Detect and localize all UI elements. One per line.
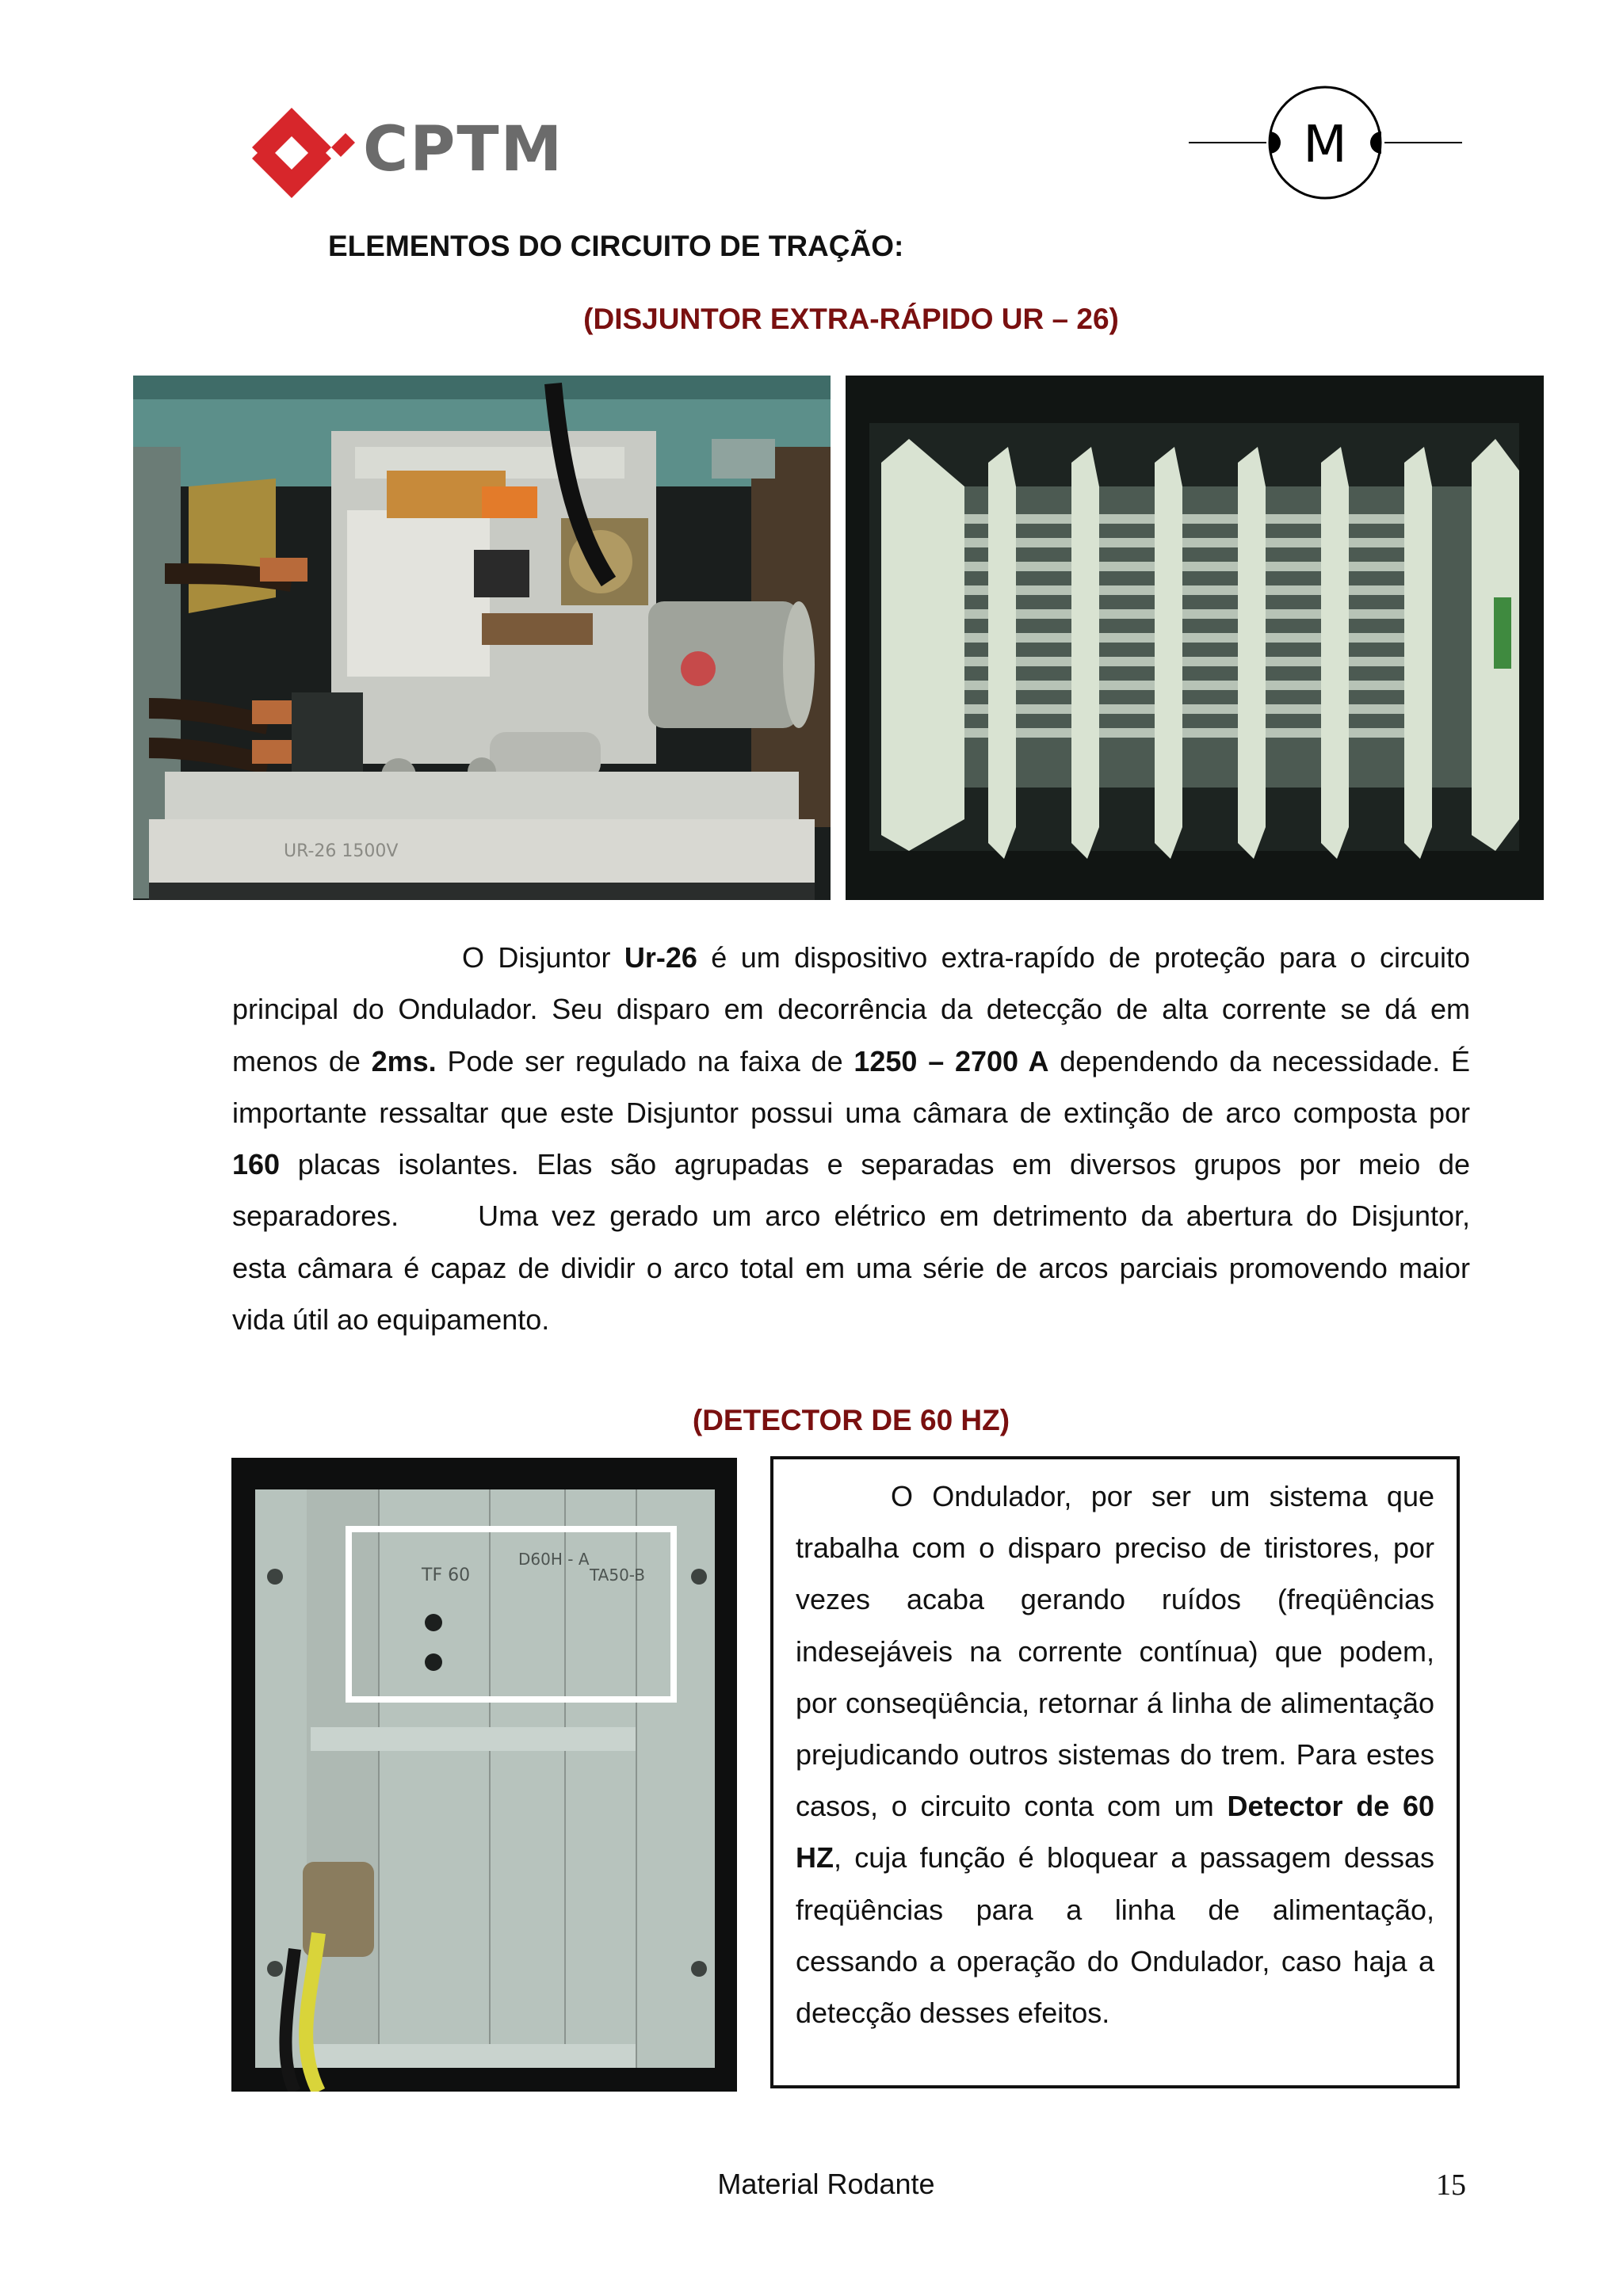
breaker-photo	[133, 376, 831, 900]
breaker-text-part: placas isolantes. Elas são agrupadas e separadas em diversos grupos por meio de separadores.	[232, 1148, 1470, 1233]
breaker-description	[232, 932, 1470, 1345]
detector-text-part: O Ondulador, por ser um sistema que trabalha com o disparo preciso de tiristores, por vezes acaba gerando ruídos (freqüências indesejáveis na corrente contínua) que podem, por conseqüência, retornar á linha de alimentação prejudicando outros sistemas do trem. Para estes casos, o circuito conta com um	[796, 1480, 1434, 1823]
detector-photo	[231, 1458, 737, 2092]
breaker-text-part: é um dispositivo extra-rapído de proteção para o circuito principal do Ondulador. Seu disparo em decorrência da detecção de alta corrente se dá em menos de	[232, 941, 1470, 1077]
arc-chamber-photo	[846, 376, 1544, 900]
breaker-text-part: Pode ser regulado na faixa de	[436, 1044, 854, 1077]
detector-text-box	[770, 1456, 1460, 2088]
breaker-text-part: dependendo da necessidade. É importante ressaltar que este Disjuntor possui uma câmara de extinção de arco composta por	[232, 1044, 1470, 1129]
section-title: ELEMENTOS DO CIRCUITO DE TRAÇÃO:	[328, 230, 904, 262]
breaker-text-part: O Disjuntor	[462, 941, 624, 974]
logo-text: CPTM	[363, 114, 564, 185]
motor-letter: M	[1303, 116, 1347, 174]
detector-name-bold: Detector de 60 HZ	[796, 1790, 1434, 1875]
breaker-plate-label: UR-26 1500V	[284, 841, 399, 861]
module-label-ta50: TA50-B	[590, 1566, 646, 1585]
footer-label: Material Rodante	[717, 2168, 935, 2200]
breaker-model-bold: Ur-26	[624, 941, 697, 974]
detector-text-part: , cuja função é bloquear a passagem dessas freqüências para a linha de alimentação, cessando a operação do Ondulador, caso haja a detecção desses efeitos.	[796, 1841, 1434, 2030]
breaker-subtitle: (DISJUNTOR EXTRA-RÁPIDO UR – 26)	[583, 303, 1119, 335]
plate-count-bold: 160	[232, 1148, 281, 1181]
trip-time-bold: 2ms.	[371, 1044, 437, 1077]
page-number: 15	[1436, 2168, 1466, 2202]
detector-description	[796, 1470, 1434, 2039]
breaker-text-part: Uma vez gerado um arco elétrico em detrimento da abertura do Disjuntor, esta câmara é capaz de dividir o arco total em uma série de arcos parciais promovendo maior vida útil ao equipamento.	[232, 1199, 1470, 1337]
detector-subtitle: (DETECTOR DE 60 HZ)	[692, 1404, 1010, 1436]
motor-symbol-icon	[1189, 79, 1462, 208]
cptm-logo-icon	[252, 108, 355, 200]
cptm-logo	[252, 108, 564, 200]
module-label-tf60: TF 60	[422, 1566, 471, 1585]
current-range-bold: 1250 – 2700 A	[854, 1044, 1049, 1077]
module-label-d60h: D60H - A	[518, 1550, 590, 1569]
